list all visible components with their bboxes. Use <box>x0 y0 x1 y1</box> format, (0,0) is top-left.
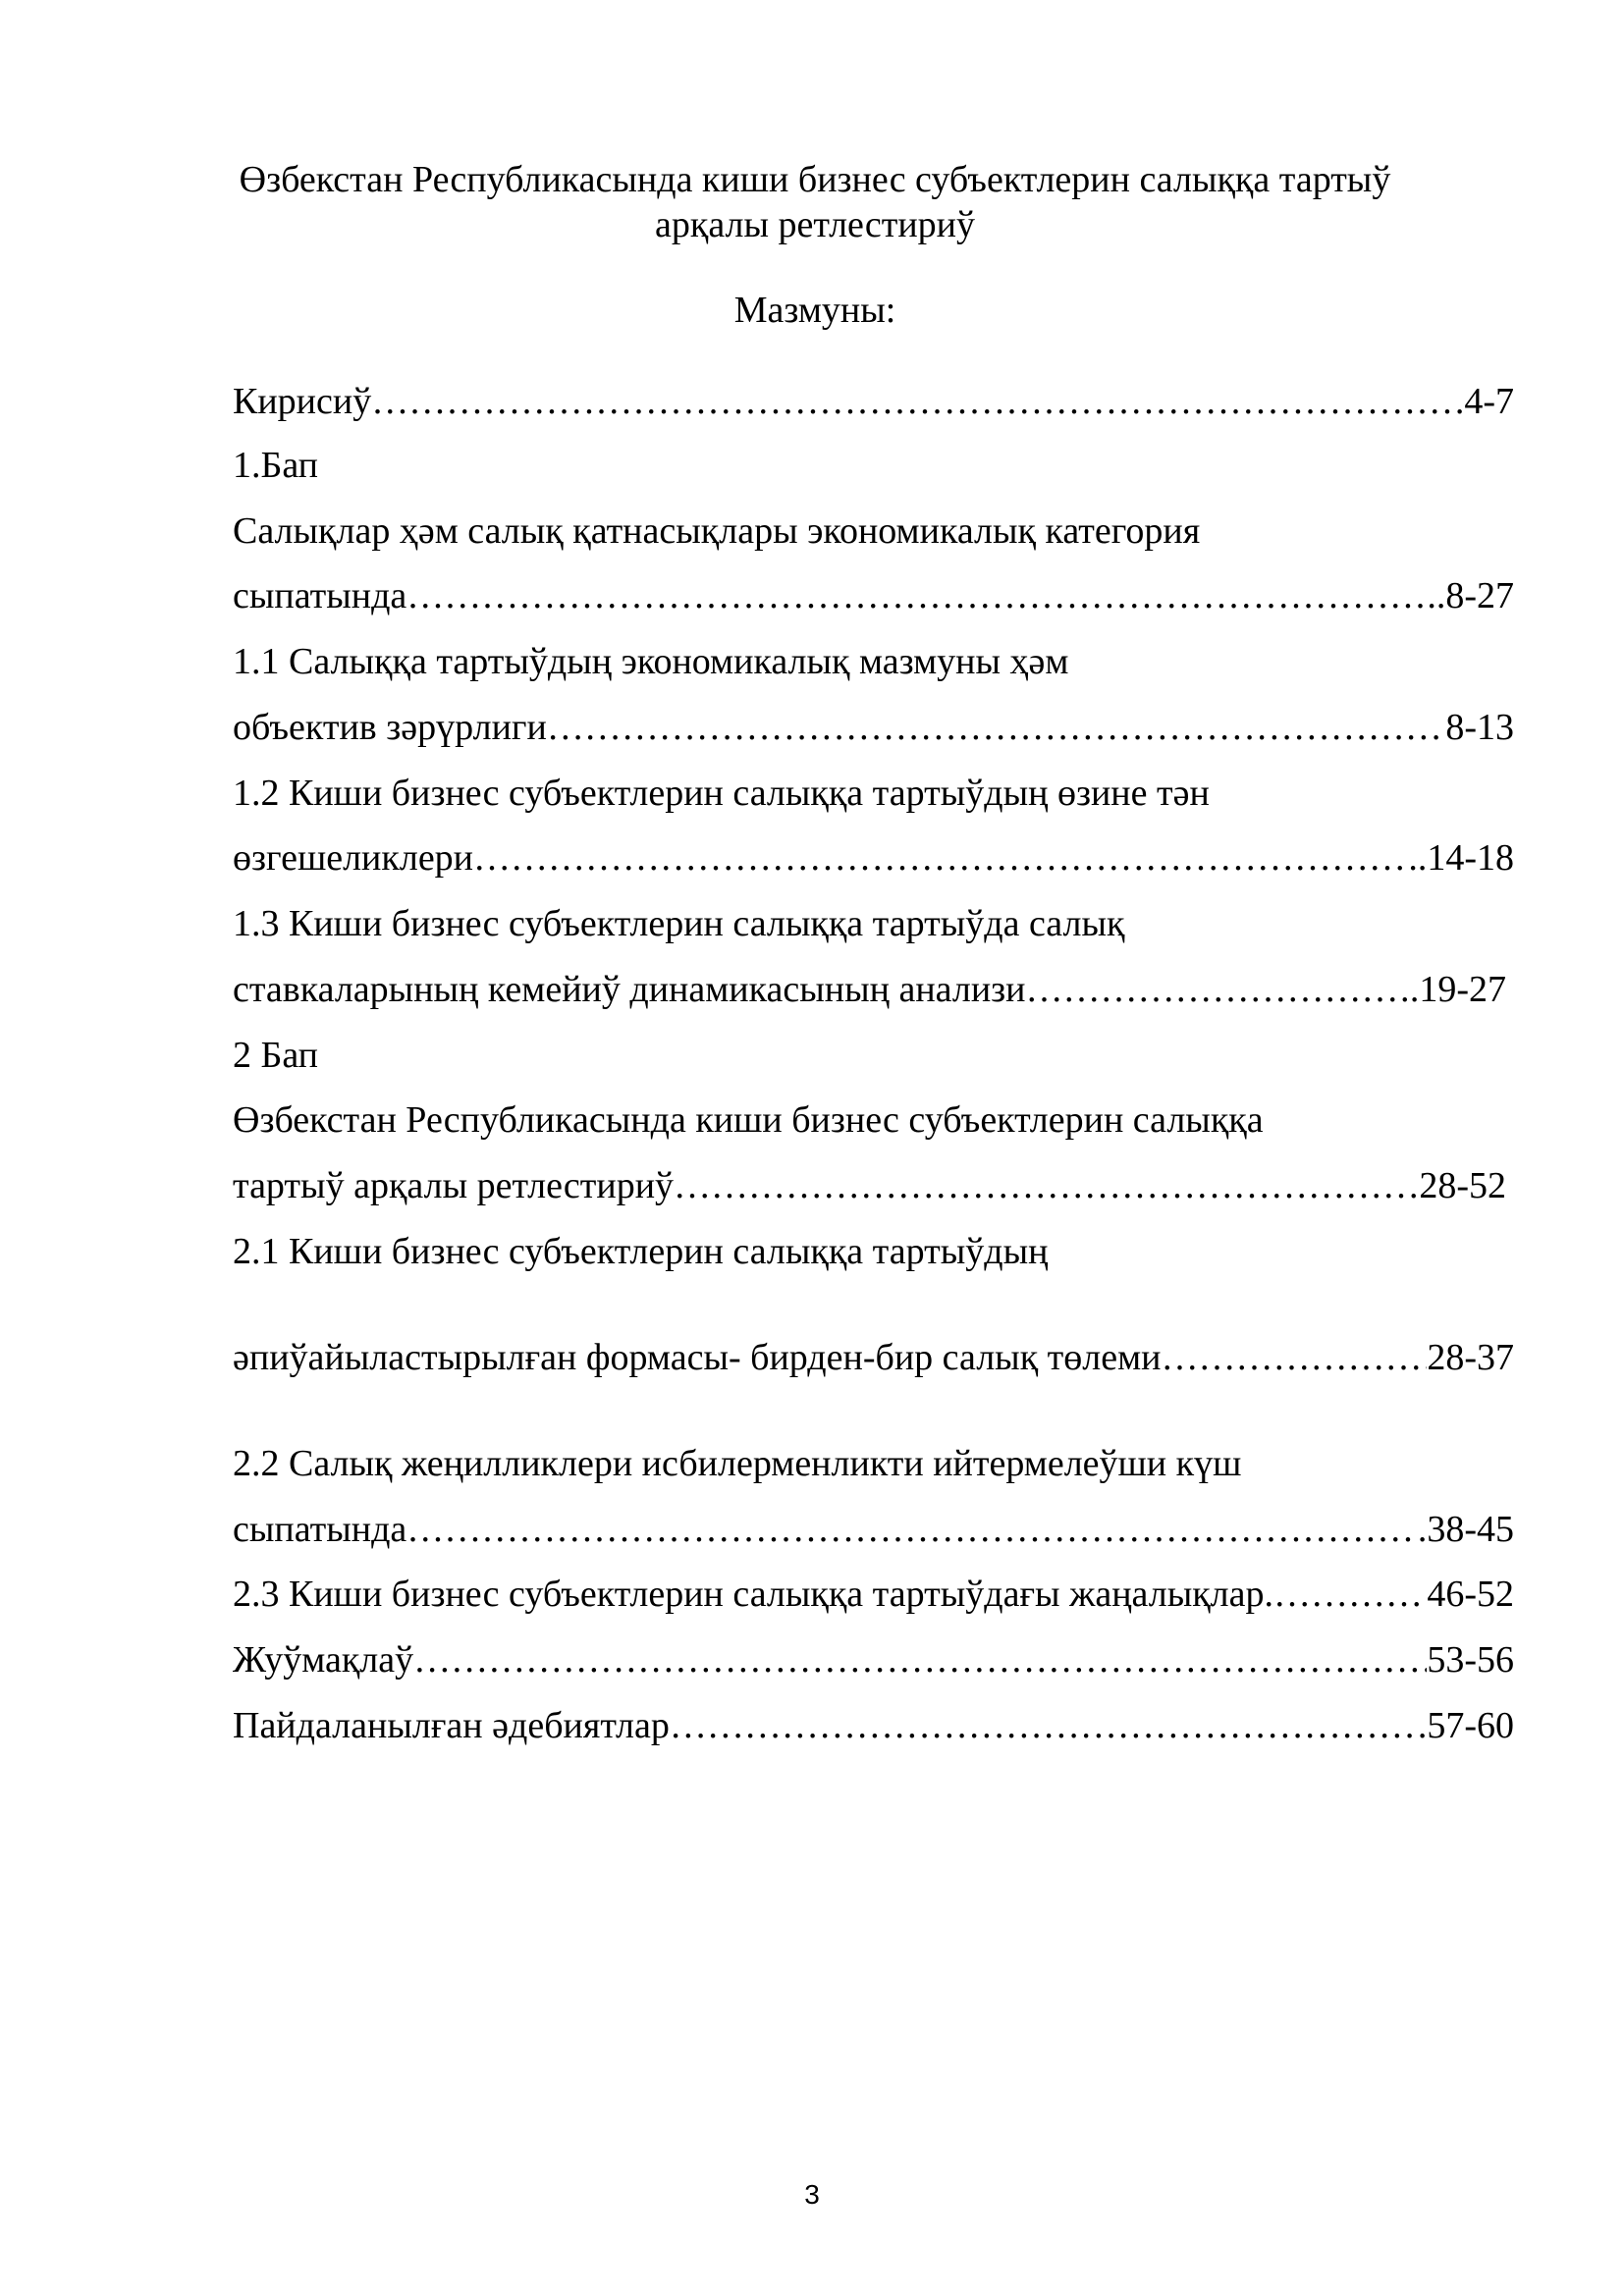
toc-leader <box>1161 1335 1427 1380</box>
toc-entry-intro[interactable] <box>233 379 1514 424</box>
toc-entry-text: тартыў арқалы ретлестириў <box>233 1165 675 1206</box>
section-1-3-title: 1.3 Киши бизнес субъектлерин салыққа тартыўда салық <box>233 903 1125 944</box>
toc-leader <box>1273 1572 1427 1617</box>
toc-entry-section-2-2[interactable] <box>233 1507 1514 1552</box>
toc-leader <box>670 1703 1418 1748</box>
page-number: 3 <box>804 2179 820 2210</box>
title-line-2: арқалы ретлестириў <box>655 204 975 245</box>
chapter-2-title: Өзбекстан Республикасында киши бизнес субъектлерин салыққа <box>233 1099 1264 1141</box>
toc-entry-section-2-3[interactable] <box>233 1572 1514 1617</box>
chapter-2-label: 2 Бап <box>233 1035 319 1076</box>
toc-heading: Мазмуны: <box>733 290 896 331</box>
toc-leader <box>547 705 1445 750</box>
section-1-2-title: 1.2 Киши бизнес субъектлерин салыққа тартыўдың өзине тән <box>233 773 1210 814</box>
toc-leader <box>371 379 1455 424</box>
toc-leader <box>413 1637 1427 1682</box>
toc-entry-chapter-2[interactable] <box>233 1163 1506 1208</box>
toc-leader <box>406 1507 1418 1552</box>
document-title <box>177 157 1453 247</box>
toc-entry-references[interactable] <box>233 1703 1514 1748</box>
toc-leader <box>406 573 1427 618</box>
toc-page-range: .38-45 <box>1417 1509 1514 1550</box>
toc-entry-section-1-3[interactable] <box>233 967 1506 1012</box>
toc-entry-section-1-2[interactable] <box>233 835 1514 881</box>
section-2-2-title: 2.2 Салық жеңилликлери исбилерменликти ийтермелеўши күш <box>233 1443 1242 1484</box>
toc-page-range: 28-52 <box>1419 1165 1506 1206</box>
toc-entry-text: сыпатында <box>233 1509 407 1550</box>
toc-entry-chapter-1[interactable] <box>233 573 1514 618</box>
toc-entry-text: 2.3 Киши бизнес субъектлерин салыққа тартыўдағы жаңалықлар. <box>233 1574 1274 1615</box>
toc-page-range: .57-60 <box>1417 1705 1514 1746</box>
toc-page-range: ..14-18 <box>1408 837 1514 879</box>
toc-entry-text: Кирисиў <box>233 381 372 422</box>
toc-entry-conclusion[interactable] <box>233 1637 1514 1682</box>
toc-entry-text: объектив зәрүрлиги <box>233 707 547 748</box>
toc-entry-text: Пайдаланылған әдебиятлар <box>233 1705 670 1746</box>
toc-page-range: 53-56 <box>1427 1639 1514 1681</box>
toc-entry-text: сыпатында <box>233 575 407 616</box>
toc-page-range: 8-13 <box>1445 707 1514 748</box>
section-2-1-title: 2.1 Киши бизнес субъектлерин салыққа тартыўдың <box>233 1231 1049 1272</box>
toc-page-range: .4-7 <box>1454 381 1514 422</box>
chapter-1-title: Салықлар ҳәм салық қатнасықлары экономикалық категория <box>233 510 1201 552</box>
toc-leader <box>674 1163 1419 1208</box>
toc-leader <box>473 835 1408 881</box>
toc-entry-text: Жуўмақлаў <box>233 1639 414 1681</box>
toc-entry-text: ставкаларының кемейиў динамикасының анализи <box>233 969 1026 1010</box>
chapter-1-label: 1.Бап <box>233 445 319 486</box>
toc-page-range: .19-27 <box>1409 969 1506 1010</box>
toc-page-range: ..8-27 <box>1427 575 1514 616</box>
toc-leader <box>1026 967 1410 1012</box>
toc-entry-text: әпиўайыластырылған формасы- бирден-бир салық төлеми <box>233 1337 1162 1378</box>
title-line-1: Өзбекстан Республикасында киши бизнес субъектлерин салыққа тартыў <box>239 159 1391 200</box>
toc-entry-text: өзгешеликлери <box>233 837 474 879</box>
toc-entry-section-1-1[interactable] <box>233 705 1514 750</box>
toc-page-range: 28-37 <box>1427 1337 1514 1378</box>
toc-page-range: 46-52 <box>1427 1574 1514 1615</box>
toc-entry-section-2-1[interactable] <box>233 1335 1514 1380</box>
section-1-1-title: 1.1 Салыққа тартыўдың экономикалық мазмуны ҳәм <box>233 641 1069 682</box>
